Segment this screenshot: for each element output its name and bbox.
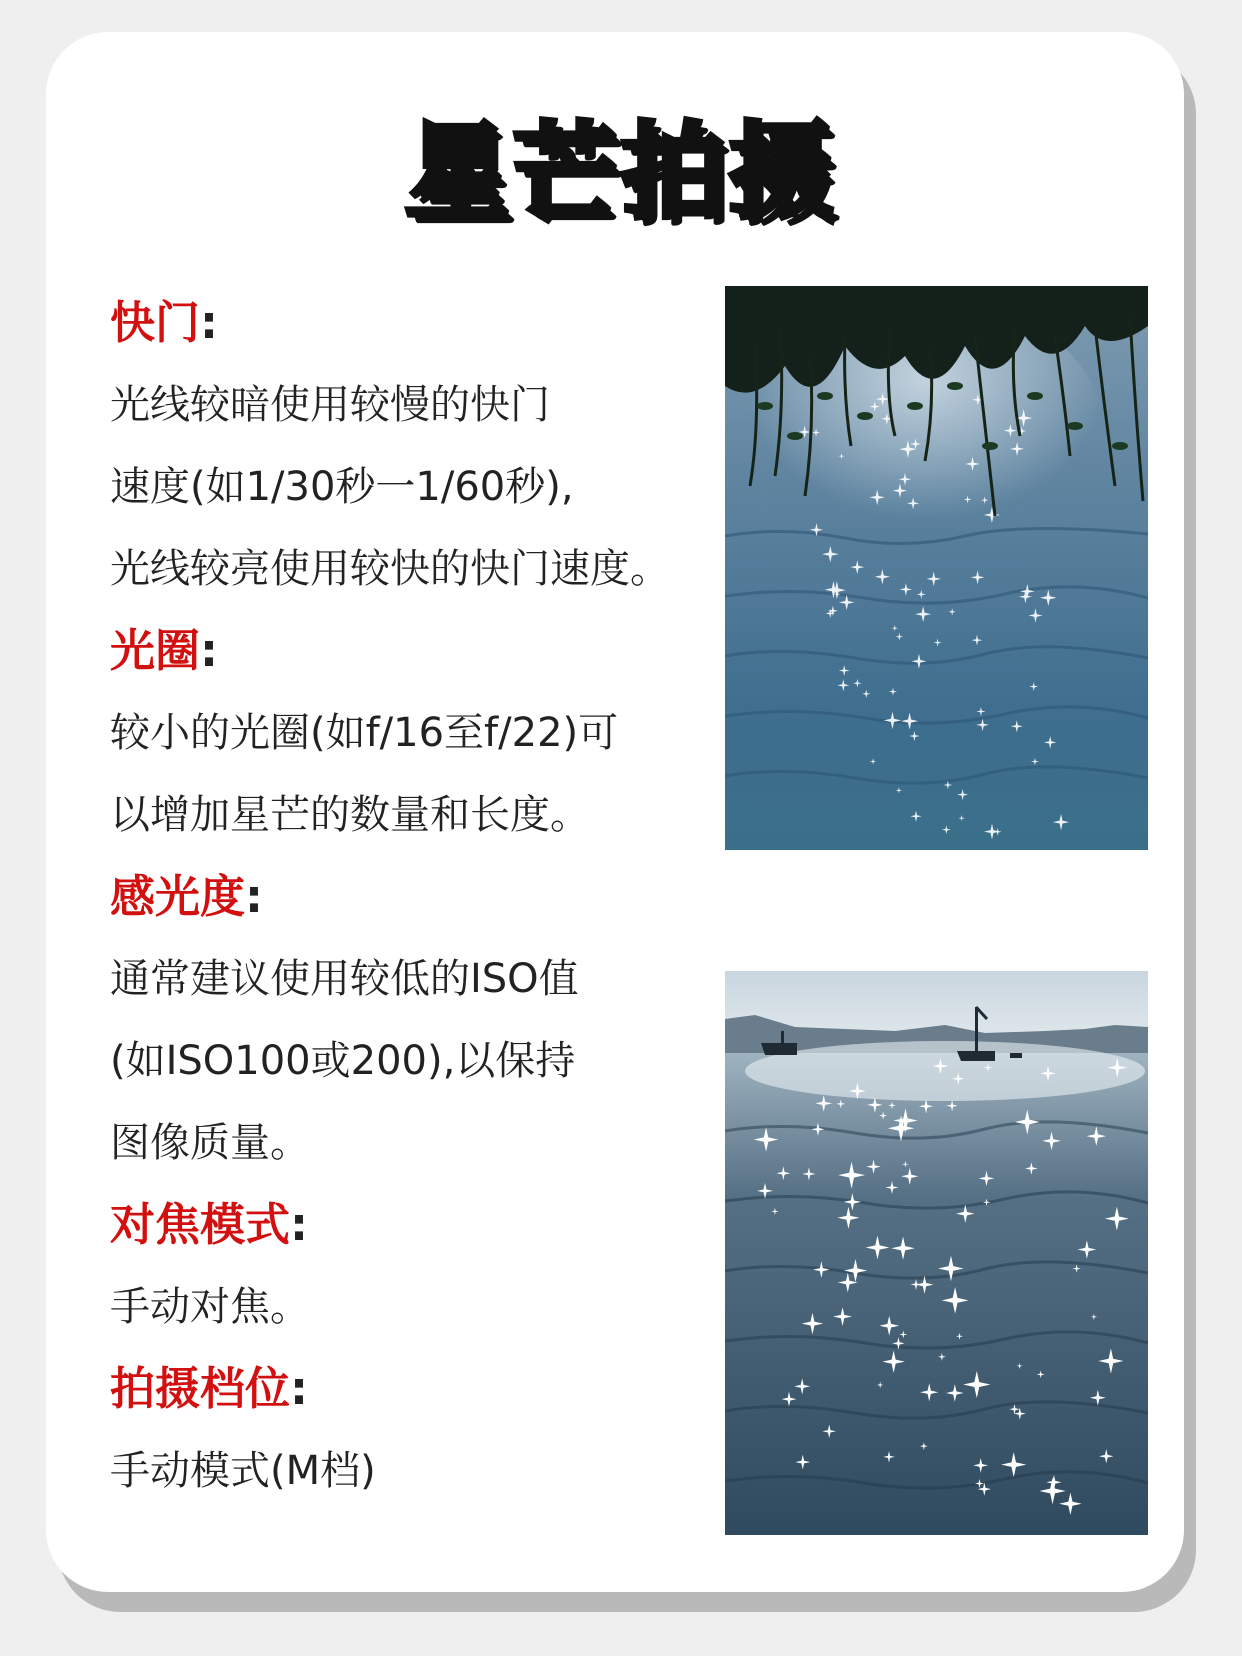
section-heading-text: 对焦模式 (110, 1198, 291, 1251)
section-text-line: (如ISO100或200),以保持 (110, 1038, 576, 1084)
section-text-line: 手动对焦。 (110, 1284, 310, 1330)
photo-sea-boats (725, 971, 1148, 1535)
section-colon: : (290, 1198, 309, 1251)
section-heading-focus-mode (110, 1184, 710, 1266)
sea-boats-image (725, 971, 1148, 1535)
section-text-line: 图像质量。 (110, 1120, 310, 1166)
section-heading-text: 感光度 (110, 870, 246, 923)
section-colon: : (290, 1362, 309, 1415)
section-text-line: 光线较亮使用较快的快门速度。 (110, 546, 670, 592)
page-title: 星芒拍摄 (404, 111, 837, 233)
content-column (110, 282, 710, 1512)
section-text-line: 速度(如1/30秒一1/60秒), (110, 464, 574, 510)
section-text-line: 较小的光圈(如f/16至f/22)可 (110, 710, 619, 756)
section-colon: : (245, 870, 264, 923)
section-heading-iso (110, 856, 710, 938)
section-heading-aperture (110, 610, 710, 692)
section-colon: : (200, 296, 219, 349)
section-heading-text: 光圈 (110, 624, 201, 677)
section-text-line: 光线较暗使用较慢的快门 (110, 382, 550, 428)
section-heading-text: 拍摄档位 (110, 1362, 291, 1415)
section-heading-shutter (110, 282, 710, 364)
section-heading-shooting-mode (110, 1348, 710, 1430)
section-text-line: 通常建议使用较低的ISO值 (110, 956, 579, 1002)
photo-water-branches (725, 286, 1148, 850)
water-branches-image (725, 286, 1148, 850)
section-text-line: 以增加星芒的数量和长度。 (110, 792, 590, 838)
section-text-line: 手动模式(M档) (110, 1448, 376, 1494)
section-colon: : (200, 624, 219, 677)
section-heading-text: 快门 (110, 296, 201, 349)
